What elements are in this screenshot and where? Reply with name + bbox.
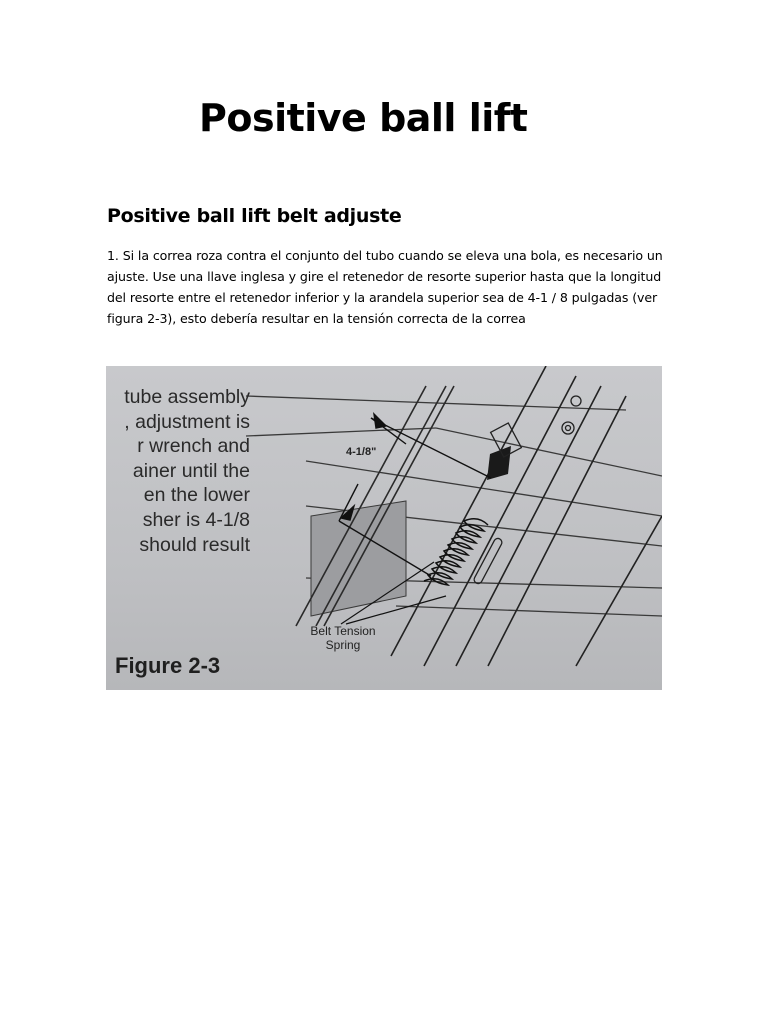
snippet-line: , adjustment is [124,411,250,433]
page-title: Positive ball lift [199,96,528,140]
snippet-line: sher is 4-1/8 [142,509,250,531]
snippet-line: r wrench and [137,435,250,457]
dimension-label: 4-1/8" [346,446,377,458]
figure-caption: Figure 2-3 [115,653,221,678]
snippet-line: should result [139,534,250,556]
snippet-line: ainer until the [132,460,250,482]
spring-label: Belt Tension Spring [310,624,376,652]
snippet-line: en the lower [143,484,250,506]
figure-photo [106,366,662,690]
snippet-line: tube assembly [124,386,250,408]
instruction-paragraph: 1. Si la correa roza contra el conjunto del tubo cuando se eleva una bola, es necesario un ajuste. Use una llave inglesa y gire el retenedor de resorte superior hasta que la longitud del resorte entre el retenedor inferior y la arandela superior sea de 4-1 / 8 pulgadas (ver figura 2-3), esto debería resultar en la tensión correcta de la correa [107,248,663,326]
section-heading: Positive ball lift belt adjuste [107,205,402,227]
